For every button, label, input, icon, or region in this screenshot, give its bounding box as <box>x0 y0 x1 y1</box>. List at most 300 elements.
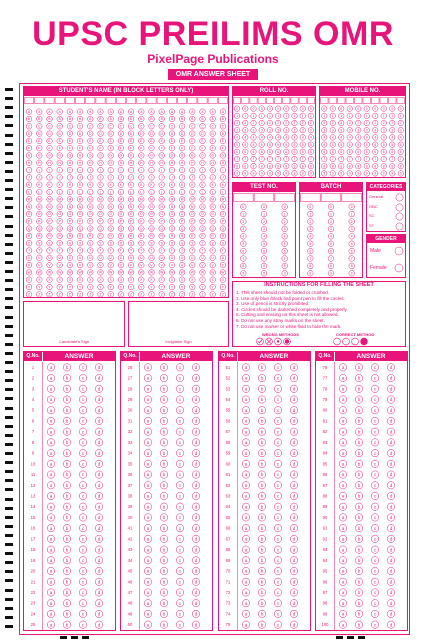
roll-bubble-4[interactable] <box>259 135 264 140</box>
category-bubble[interactable] <box>396 194 403 201</box>
name-bubble-O[interactable] <box>26 211 32 217</box>
roll-bubble-2[interactable] <box>259 120 264 125</box>
name-bubble-N[interactable] <box>98 204 104 210</box>
mobile-bubble-2[interactable] <box>356 120 361 125</box>
name-bubble-G[interactable] <box>190 153 196 159</box>
answer-bubble-a[interactable] <box>47 514 54 521</box>
roll-bubble-3[interactable] <box>251 127 256 132</box>
test-bubble-5[interactable] <box>261 241 267 247</box>
answer-bubble-a[interactable] <box>144 589 151 596</box>
mobile-bubble-6[interactable] <box>330 149 335 154</box>
mobile-bubble-2[interactable] <box>339 120 344 125</box>
name-bubble-I[interactable] <box>169 167 175 173</box>
answer-bubble-d[interactable] <box>290 589 297 596</box>
name-bubble-N[interactable] <box>200 204 206 210</box>
name-bubble-D[interactable] <box>37 131 43 137</box>
mobile-bubble-0[interactable] <box>322 106 327 111</box>
mobile-bubble-5[interactable] <box>398 142 403 147</box>
answer-bubble-d[interactable] <box>290 374 297 381</box>
answer-bubble-b[interactable] <box>160 364 167 371</box>
mobile-bubble-3[interactable] <box>381 127 386 132</box>
test-bubble-1[interactable] <box>241 211 247 217</box>
mobile-bubble-9[interactable] <box>373 171 378 176</box>
mobile-bubble-2[interactable] <box>347 120 352 125</box>
name-bubble-V[interactable] <box>88 262 94 268</box>
name-bubble-C[interactable] <box>88 123 94 129</box>
name-bubble-I[interactable] <box>139 167 145 173</box>
name-bubble-M[interactable] <box>108 197 114 203</box>
name-bubble-Q[interactable] <box>67 226 73 232</box>
name-bubble-C[interactable] <box>169 123 175 129</box>
answer-bubble-c[interactable] <box>79 385 86 392</box>
name-bubble-P[interactable] <box>98 218 104 224</box>
roll-bubble-4[interactable] <box>234 135 239 140</box>
answer-bubble-b[interactable] <box>355 600 362 607</box>
name-bubble-R[interactable] <box>67 233 73 239</box>
roll-bubble-8[interactable] <box>243 163 248 168</box>
name-bubble-Y[interactable] <box>220 284 226 290</box>
name-bubble-D[interactable] <box>220 131 226 137</box>
name-bubble-Y[interactable] <box>37 284 43 290</box>
answer-bubble-c[interactable] <box>79 546 86 553</box>
mobile-bubble-1[interactable] <box>347 113 352 118</box>
name-bubble-U[interactable] <box>149 255 155 261</box>
answer-bubble-grid[interactable] <box>219 362 310 630</box>
name-bubble-G[interactable] <box>57 153 63 159</box>
answer-bubble-d[interactable] <box>387 503 394 510</box>
name-bubble-X[interactable] <box>220 277 226 283</box>
mobile-bubble-7[interactable] <box>398 156 403 161</box>
answer-bubble-d[interactable] <box>387 460 394 467</box>
name-bubble-N[interactable] <box>108 204 114 210</box>
name-bubble-C[interactable] <box>108 123 114 129</box>
answer-bubble-b[interactable] <box>160 589 167 596</box>
name-bubble-T[interactable] <box>159 248 165 254</box>
answer-bubble-a[interactable] <box>144 482 151 489</box>
name-bubble-G[interactable] <box>67 153 73 159</box>
answer-bubble-a[interactable] <box>144 396 151 403</box>
answer-bubble-a[interactable] <box>47 578 54 585</box>
name-bubble-E[interactable] <box>159 138 165 144</box>
name-bubble-Q[interactable] <box>139 226 145 232</box>
roll-bubble-4[interactable] <box>251 135 256 140</box>
roll-bubble-4[interactable] <box>292 135 297 140</box>
name-bubble-S[interactable] <box>57 240 63 246</box>
roll-bubble-7[interactable] <box>267 156 272 161</box>
answer-bubble-b[interactable] <box>258 417 265 424</box>
name-bubble-J[interactable] <box>98 175 104 181</box>
answer-bubble-b[interactable] <box>355 589 362 596</box>
answer-bubble-c[interactable] <box>79 621 86 628</box>
mobile-bubble-5[interactable] <box>330 142 335 147</box>
answer-bubble-c[interactable] <box>79 374 86 381</box>
name-bubble-Q[interactable] <box>77 226 83 232</box>
answer-bubble-a[interactable] <box>144 471 151 478</box>
name-bubble-F[interactable] <box>210 145 216 151</box>
name-bubble-P[interactable] <box>47 218 53 224</box>
name-bubble-T[interactable] <box>67 248 73 254</box>
answer-bubble-d[interactable] <box>192 471 199 478</box>
batch-bubble-4[interactable] <box>328 233 334 239</box>
name-bubble-F[interactable] <box>200 145 206 151</box>
answer-bubble-a[interactable] <box>144 567 151 574</box>
name-bubble-W[interactable] <box>108 270 114 276</box>
category-bubble[interactable] <box>396 203 403 210</box>
answer-bubble-c[interactable] <box>79 364 86 371</box>
name-bubble-F[interactable] <box>159 145 165 151</box>
name-bubble-L[interactable] <box>67 189 73 195</box>
name-bubble-L[interactable] <box>118 189 124 195</box>
roll-bubble-9[interactable] <box>243 171 248 176</box>
name-bubble-F[interactable] <box>67 145 73 151</box>
name-bubble-S[interactable] <box>118 240 124 246</box>
name-bubble-R[interactable] <box>26 233 32 239</box>
entry-box[interactable] <box>363 98 371 104</box>
name-bubble-X[interactable] <box>139 277 145 283</box>
name-bubble-T[interactable] <box>210 248 216 254</box>
name-bubble-Q[interactable] <box>159 226 165 232</box>
name-bubble-V[interactable] <box>200 262 206 268</box>
entry-box[interactable] <box>106 98 115 104</box>
name-bubble-Q[interactable] <box>37 226 43 232</box>
answer-bubble-b[interactable] <box>355 449 362 456</box>
name-bubble-W[interactable] <box>118 270 124 276</box>
name-bubble-O[interactable] <box>118 211 124 217</box>
answer-bubble-a[interactable] <box>339 449 346 456</box>
name-bubble-E[interactable] <box>169 138 175 144</box>
name-bubble-K[interactable] <box>159 182 165 188</box>
answer-bubble-a[interactable] <box>242 621 249 628</box>
answer-bubble-c[interactable] <box>176 471 183 478</box>
mobile-bubble-9[interactable] <box>347 171 352 176</box>
name-bubble-U[interactable] <box>128 255 134 261</box>
name-bubble-J[interactable] <box>139 175 145 181</box>
test-bubble-0[interactable] <box>282 204 288 210</box>
test-bubble-8[interactable] <box>261 263 267 269</box>
name-bubble-L[interactable] <box>139 189 145 195</box>
name-bubble-D[interactable] <box>200 131 206 137</box>
answer-bubble-b[interactable] <box>258 567 265 574</box>
name-bubble-S[interactable] <box>47 240 53 246</box>
answer-bubble-a[interactable] <box>339 385 346 392</box>
answer-bubble-b[interactable] <box>63 385 70 392</box>
answer-bubble-c[interactable] <box>176 364 183 371</box>
name-bubble-R[interactable] <box>139 233 145 239</box>
entry-box[interactable] <box>380 98 388 104</box>
name-bubble-K[interactable] <box>98 182 104 188</box>
name-bubble-A[interactable] <box>37 109 43 115</box>
answer-bubble-b[interactable] <box>63 621 70 628</box>
answer-bubble-d[interactable] <box>95 610 102 617</box>
name-bubble-C[interactable] <box>67 123 73 129</box>
name-bubble-C[interactable] <box>149 123 155 129</box>
answer-bubble-d[interactable] <box>290 492 297 499</box>
name-bubble-X[interactable] <box>26 277 32 283</box>
name-bubble-G[interactable] <box>26 153 32 159</box>
mobile-bubble-1[interactable] <box>339 113 344 118</box>
answer-bubble-c[interactable] <box>274 503 281 510</box>
answer-bubble-b[interactable] <box>355 417 362 424</box>
name-bubble-K[interactable] <box>57 182 63 188</box>
batch-bubble-9[interactable] <box>308 270 314 276</box>
roll-bubble-0[interactable] <box>284 106 289 111</box>
name-bubble-N[interactable] <box>37 204 43 210</box>
batch-bubble-6[interactable] <box>328 248 334 254</box>
answer-bubble-c[interactable] <box>176 578 183 585</box>
answer-bubble-c[interactable] <box>274 578 281 585</box>
name-bubble-T[interactable] <box>77 248 83 254</box>
name-bubble-A[interactable] <box>77 109 83 115</box>
mobile-bubble-7[interactable] <box>356 156 361 161</box>
name-bubble-S[interactable] <box>169 240 175 246</box>
answer-bubble-d[interactable] <box>387 621 394 628</box>
name-bubble-V[interactable] <box>128 262 134 268</box>
name-bubble-A[interactable] <box>190 109 196 115</box>
test-bubble-3[interactable] <box>241 226 247 232</box>
answer-bubble-c[interactable] <box>274 460 281 467</box>
answer-bubble-d[interactable] <box>290 546 297 553</box>
name-bubble-S[interactable] <box>108 240 114 246</box>
entry-box[interactable] <box>188 98 197 104</box>
answer-bubble-b[interactable] <box>160 374 167 381</box>
answer-bubble-c[interactable] <box>79 524 86 531</box>
entry-box[interactable] <box>242 98 249 104</box>
name-bubble-Y[interactable] <box>88 284 94 290</box>
answer-bubble-d[interactable] <box>290 567 297 574</box>
answer-bubble-d[interactable] <box>95 396 102 403</box>
roll-bubble-1[interactable] <box>300 113 305 118</box>
answer-bubble-a[interactable] <box>242 407 249 414</box>
roll-bubble-8[interactable] <box>251 163 256 168</box>
name-bubble-A[interactable] <box>57 109 63 115</box>
name-bubble-H[interactable] <box>179 160 185 166</box>
name-bubble-V[interactable] <box>57 262 63 268</box>
answer-bubble-b[interactable] <box>355 439 362 446</box>
batch-bubble-2[interactable] <box>349 219 355 225</box>
name-bubble-T[interactable] <box>190 248 196 254</box>
name-bubble-P[interactable] <box>190 218 196 224</box>
roll-bubble-2[interactable] <box>275 120 280 125</box>
name-bubble-F[interactable] <box>57 145 63 151</box>
answer-bubble-d[interactable] <box>290 535 297 542</box>
name-bubble-H[interactable] <box>139 160 145 166</box>
answer-bubble-a[interactable] <box>47 524 54 531</box>
mobile-bubble-7[interactable] <box>322 156 327 161</box>
name-bubble-Q[interactable] <box>108 226 114 232</box>
name-bubble-I[interactable] <box>220 167 226 173</box>
entry-box[interactable] <box>147 98 156 104</box>
name-bubble-X[interactable] <box>200 277 206 283</box>
answer-bubble-b[interactable] <box>355 471 362 478</box>
answer-bubble-d[interactable] <box>192 610 199 617</box>
name-bubble-B[interactable] <box>169 116 175 122</box>
answer-bubble-a[interactable] <box>242 364 249 371</box>
name-bubble-Z[interactable] <box>118 292 124 297</box>
answer-bubble-d[interactable] <box>192 385 199 392</box>
name-bubble-R[interactable] <box>159 233 165 239</box>
name-bubble-N[interactable] <box>118 204 124 210</box>
answer-bubble-b[interactable] <box>63 578 70 585</box>
answer-bubble-d[interactable] <box>95 567 102 574</box>
name-bubble-G[interactable] <box>200 153 206 159</box>
answer-bubble-a[interactable] <box>242 524 249 531</box>
answer-bubble-b[interactable] <box>355 396 362 403</box>
roll-bubble-7[interactable] <box>243 156 248 161</box>
name-bubble-Y[interactable] <box>149 284 155 290</box>
roll-bubble-3[interactable] <box>259 127 264 132</box>
roll-bubble-8[interactable] <box>284 163 289 168</box>
answer-bubble-a[interactable] <box>47 471 54 478</box>
answer-bubble-b[interactable] <box>355 621 362 628</box>
answer-bubble-a[interactable] <box>339 578 346 585</box>
roll-bubble-5[interactable] <box>234 142 239 147</box>
name-bubble-Y[interactable] <box>77 284 83 290</box>
name-bubble-N[interactable] <box>139 204 145 210</box>
name-bubble-P[interactable] <box>179 218 185 224</box>
name-bubble-Q[interactable] <box>169 226 175 232</box>
name-bubble-L[interactable] <box>37 189 43 195</box>
name-bubble-N[interactable] <box>159 204 165 210</box>
name-bubble-Q[interactable] <box>149 226 155 232</box>
test-bubble-8[interactable] <box>241 263 247 269</box>
name-bubble-S[interactable] <box>179 240 185 246</box>
answer-bubble-b[interactable] <box>355 567 362 574</box>
answer-bubble-d[interactable] <box>95 439 102 446</box>
answer-bubble-d[interactable] <box>95 449 102 456</box>
answer-bubble-a[interactable] <box>242 374 249 381</box>
answer-bubble-c[interactable] <box>371 428 378 435</box>
answer-bubble-d[interactable] <box>95 364 102 371</box>
name-bubble-T[interactable] <box>37 248 43 254</box>
answer-bubble-a[interactable] <box>47 567 54 574</box>
answer-bubble-d[interactable] <box>95 557 102 564</box>
answer-bubble-d[interactable] <box>192 492 199 499</box>
name-bubble-B[interactable] <box>210 116 216 122</box>
name-bubble-Y[interactable] <box>67 284 73 290</box>
name-bubble-M[interactable] <box>77 197 83 203</box>
answer-bubble-d[interactable] <box>290 621 297 628</box>
name-bubble-J[interactable] <box>108 175 114 181</box>
name-bubble-A[interactable] <box>179 109 185 115</box>
name-bubble-W[interactable] <box>200 270 206 276</box>
name-bubble-Z[interactable] <box>169 292 175 297</box>
answer-bubble-b[interactable] <box>160 385 167 392</box>
answer-bubble-b[interactable] <box>258 449 265 456</box>
answer-bubble-c[interactable] <box>176 514 183 521</box>
name-bubble-A[interactable] <box>47 109 53 115</box>
name-bubble-I[interactable] <box>200 167 206 173</box>
name-bubble-P[interactable] <box>57 218 63 224</box>
name-bubble-R[interactable] <box>98 233 104 239</box>
roll-bubble-9[interactable] <box>292 171 297 176</box>
mobile-bubble-8[interactable] <box>339 163 344 168</box>
name-bubble-M[interactable] <box>26 197 32 203</box>
name-bubble-K[interactable] <box>88 182 94 188</box>
name-bubble-H[interactable] <box>67 160 73 166</box>
mobile-bubble-0[interactable] <box>364 106 369 111</box>
name-bubble-J[interactable] <box>37 175 43 181</box>
answer-bubble-c[interactable] <box>371 546 378 553</box>
name-bubble-F[interactable] <box>128 145 134 151</box>
roll-bubble-5[interactable] <box>292 142 297 147</box>
entry-box[interactable] <box>301 194 321 202</box>
roll-bubble-6[interactable] <box>284 149 289 154</box>
answer-bubble-a[interactable] <box>242 567 249 574</box>
name-bubble-J[interactable] <box>179 175 185 181</box>
name-bubble-K[interactable] <box>149 182 155 188</box>
name-bubble-L[interactable] <box>210 189 216 195</box>
name-bubble-P[interactable] <box>169 218 175 224</box>
answer-bubble-a[interactable] <box>144 546 151 553</box>
name-bubble-F[interactable] <box>220 145 226 151</box>
name-bubble-E[interactable] <box>190 138 196 144</box>
answer-bubble-d[interactable] <box>290 385 297 392</box>
answer-bubble-c[interactable] <box>274 546 281 553</box>
answer-bubble-a[interactable] <box>339 471 346 478</box>
batch-bubble-7[interactable] <box>308 256 314 262</box>
answer-bubble-d[interactable] <box>387 407 394 414</box>
name-bubble-C[interactable] <box>118 123 124 129</box>
answer-bubble-b[interactable] <box>63 364 70 371</box>
answer-bubble-b[interactable] <box>160 567 167 574</box>
roll-bubble-5[interactable] <box>259 142 264 147</box>
name-bubble-P[interactable] <box>159 218 165 224</box>
name-bubble-G[interactable] <box>128 153 134 159</box>
answer-bubble-c[interactable] <box>79 417 86 424</box>
mobile-bubble-2[interactable] <box>364 120 369 125</box>
answer-bubble-c[interactable] <box>274 600 281 607</box>
name-bubble-Z[interactable] <box>77 292 83 297</box>
mobile-bubble-9[interactable] <box>330 171 335 176</box>
name-bubble-U[interactable] <box>179 255 185 261</box>
gender-bubble[interactable] <box>395 247 403 255</box>
name-bubble-I[interactable] <box>159 167 165 173</box>
name-bubble-R[interactable] <box>169 233 175 239</box>
mobile-bubble-2[interactable] <box>373 120 378 125</box>
answer-bubble-d[interactable] <box>192 428 199 435</box>
name-bubble-G[interactable] <box>98 153 104 159</box>
mobile-bubble-3[interactable] <box>390 127 395 132</box>
batch-bubble-1[interactable] <box>349 211 355 217</box>
answer-bubble-b[interactable] <box>63 610 70 617</box>
entry-box[interactable] <box>258 98 265 104</box>
name-bubble-D[interactable] <box>149 131 155 137</box>
name-bubble-R[interactable] <box>128 233 134 239</box>
name-bubble-E[interactable] <box>139 138 145 144</box>
answer-bubble-d[interactable] <box>95 514 102 521</box>
roll-bubble-1[interactable] <box>308 113 313 118</box>
mobile-bubble-6[interactable] <box>373 149 378 154</box>
name-bubble-D[interactable] <box>67 131 73 137</box>
name-bubble-Z[interactable] <box>128 292 134 297</box>
answer-bubble-b[interactable] <box>355 610 362 617</box>
answer-bubble-c[interactable] <box>371 374 378 381</box>
name-bubble-N[interactable] <box>179 204 185 210</box>
batch-bubble-3[interactable] <box>328 226 334 232</box>
name-bubble-R[interactable] <box>190 233 196 239</box>
answer-bubble-c[interactable] <box>176 439 183 446</box>
answer-bubble-d[interactable] <box>95 600 102 607</box>
answer-bubble-d[interactable] <box>387 417 394 424</box>
batch-bubble-9[interactable] <box>349 270 355 276</box>
roll-bubble-4[interactable] <box>267 135 272 140</box>
name-bubble-Z[interactable] <box>37 292 43 297</box>
answer-bubble-c[interactable] <box>274 621 281 628</box>
name-bubble-X[interactable] <box>159 277 165 283</box>
roll-bubble-6[interactable] <box>308 149 313 154</box>
roll-bubble-3[interactable] <box>292 127 297 132</box>
answer-bubble-b[interactable] <box>258 503 265 510</box>
